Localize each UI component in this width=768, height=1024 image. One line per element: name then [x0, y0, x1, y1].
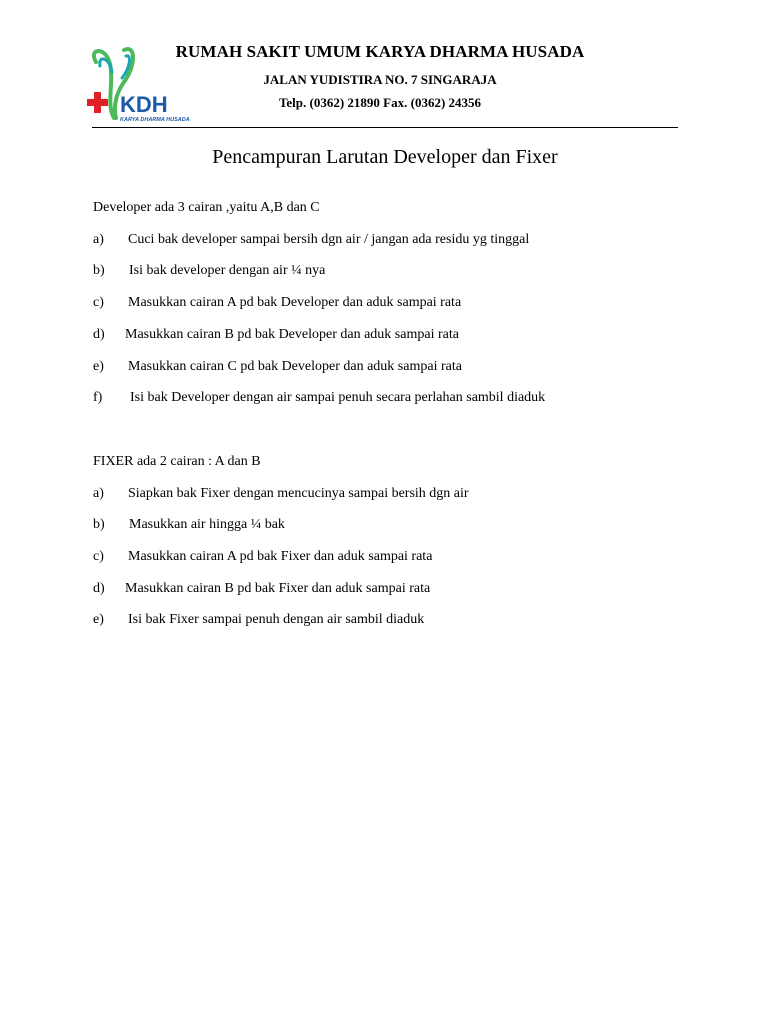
- step-letter: e): [93, 612, 104, 627]
- step-letter: b): [93, 517, 105, 532]
- step-text: Masukkan cairan A pd bak Developer dan aduk sampai rata: [128, 295, 462, 310]
- developer-intro: Developer ada 3 cairan ,yaitu A,B dan C: [93, 200, 320, 215]
- hospital-name: RUMAH SAKIT UMUM KARYA DHARMA HUSADA: [175, 42, 585, 61]
- step-text: Isi bak developer dengan air ¼ nya: [129, 263, 326, 278]
- step-text: Isi bak Developer dengan air sampai penuh secara perlahan sambil diaduk: [130, 390, 546, 405]
- step-letter: d): [93, 581, 105, 596]
- step-letter: f): [93, 390, 103, 405]
- step-text: Masukkan cairan A pd bak Fixer dan aduk sampai rata: [128, 549, 433, 564]
- step-letter: c): [93, 295, 104, 310]
- step-letter: a): [93, 486, 104, 501]
- document-title: Pencampuran Larutan Developer dan Fixer: [212, 146, 558, 168]
- step-text: Masukkan cairan C pd bak Developer dan aduk sampai rata: [128, 359, 462, 374]
- step-letter: e): [93, 359, 104, 374]
- logo-subtext: KARYA DHARMA HUSADA: [120, 117, 190, 123]
- step-letter: c): [93, 549, 104, 564]
- logo-text: KDH: [120, 92, 168, 117]
- hospital-address: JALAN YUDISTIRA NO. 7 SINGARAJA: [263, 72, 497, 87]
- step-text: Masukkan air hingga ¼ bak: [129, 517, 285, 532]
- hospital-phone: Telp. (0362) 21890 Fax. (0362) 24356: [278, 95, 482, 110]
- step-text: Siapkan bak Fixer dengan mencucinya sampai bersih dgn air: [128, 486, 469, 501]
- step-text: Masukkan cairan B pd bak Fixer dan aduk sampai rata: [125, 581, 431, 596]
- step-letter: b): [93, 263, 105, 278]
- step-letter: a): [93, 232, 104, 247]
- step-text: Isi bak Fixer sampai penuh dengan air sambil diaduk: [128, 612, 425, 627]
- fixer-intro: FIXER ada 2 cairan : A dan B: [93, 454, 261, 469]
- step-text: Masukkan cairan B pd bak Developer dan aduk sampai rata: [125, 327, 459, 342]
- header-divider: [92, 127, 678, 128]
- step-text: Cuci bak developer sampai bersih dgn air / jangan ada residu yg tinggal: [128, 232, 530, 247]
- step-letter: d): [93, 327, 105, 342]
